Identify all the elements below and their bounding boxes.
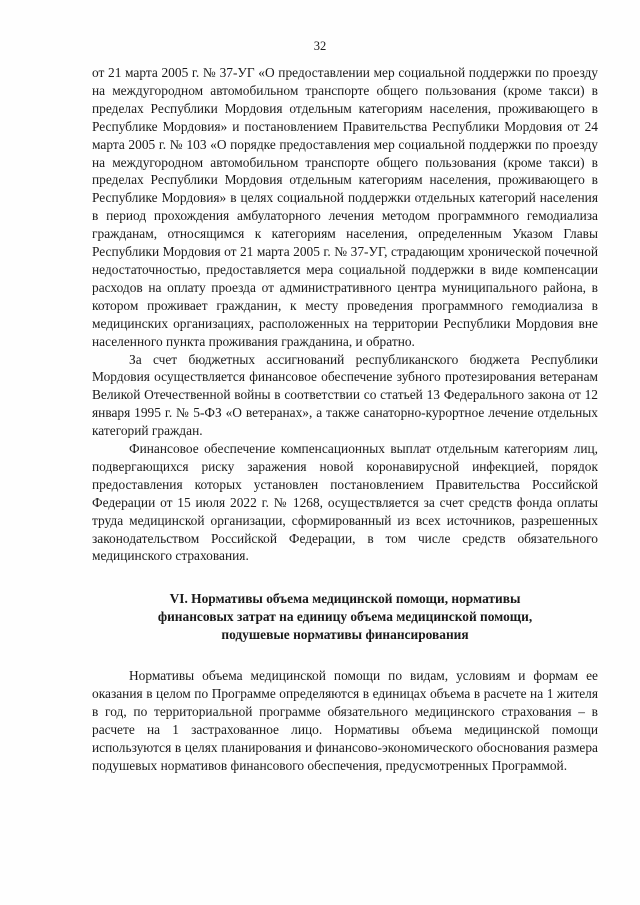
paragraph-compensation-payments: Финансовое обеспечение компенсационных выплат отдельным категориям лиц, подвергающихся риску заражения новой коронавирусной инфекцией, порядок предоставления которых установлен постановлением Правительства Российской Федерации от 15 июля 2022 г. № 1268, осуществляется за счет средств фонда оплаты труда медицинской организации, сформированный из всех источников, разрешенных законодательством Российской Федерации, в том числе средств обязательного медицинского страхования. — [92, 441, 598, 564]
page-body — [92, 64, 598, 775]
section-heading-line: подушевые нормативы финансирования — [221, 627, 469, 643]
paragraph-dental-prosthetics: За счет бюджетных ассигнований республиканского бюджета Республики Мордовия осуществляется финансовое обеспечение зубного протезирования ветеранам Великой Отечественной войны в соответствии со статьей 13 Федерального закона от 12 января 1995 г. № 5-ФЗ «О ветеранах», а также санаторно-курортное лечение отдельных категорий граждан. — [92, 351, 598, 439]
paragraph-continuation: от 21 марта 2005 г. № 37-УГ «О предоставлении мер социальной поддержки по проезду на междугородном автомобильном транспорте общего пользования (кроме такси) в пределах Республики Мордовия отдельным категориям населения, проживающего в Республике Мордовия» и постановлением Правительства Республики Мордовия от 24 марта 2005 г. № 103 «О порядке предоставления мер социальной поддержки по проезду на междугородном автомобильном транспорте общего пользования (кроме такси) в пределах Республики Мордовия отдельным категориям населения, проживающего в Республике Мордовия» в целях социальной поддержки отдельных категорий населения в период прохождения амбулаторного лечения методом программного гемодиализа гражданам, относящимся к категориям населения, определенным Указом Главы Республики Мордовия от 21 марта 2005 г. № 37-УГ, страдающим хронической почечной недостаточностью, предоставляется мера социальной поддержки в виде компенсации расходов на оплату проезда от административного центра муниципального района, в котором проживает гражданин, к месту проведения программного гемодиализа в медицинских организациях, расположенных на территории Республики Мордовия вне населенного пункта проживания гражданина, и обратно. — [92, 65, 598, 349]
page-number: 32 — [313, 39, 327, 53]
section-heading — [92, 590, 598, 644]
paragraph-volume-norms: Нормативы объема медицинской помощи по видам, условиям и формам ее оказания в целом по Программе определяются в единицах объема в расчете на 1 жителя в год, по территориальной программе обязательного медицинского страхования – в расчете на 1 застрахованное лицо. Нормативы объема медицинской помощи используются в целях планирования и финансово-экономического обоснования размера подушевых нормативов финансового обеспечения, предусмотренных Программой. — [92, 668, 598, 773]
section-heading-line: финансовых затрат на единицу объема медицинской помощи, — [157, 609, 533, 625]
section-heading-line: VI. Нормативы объема медицинской помощи, нормативы — [169, 591, 521, 607]
